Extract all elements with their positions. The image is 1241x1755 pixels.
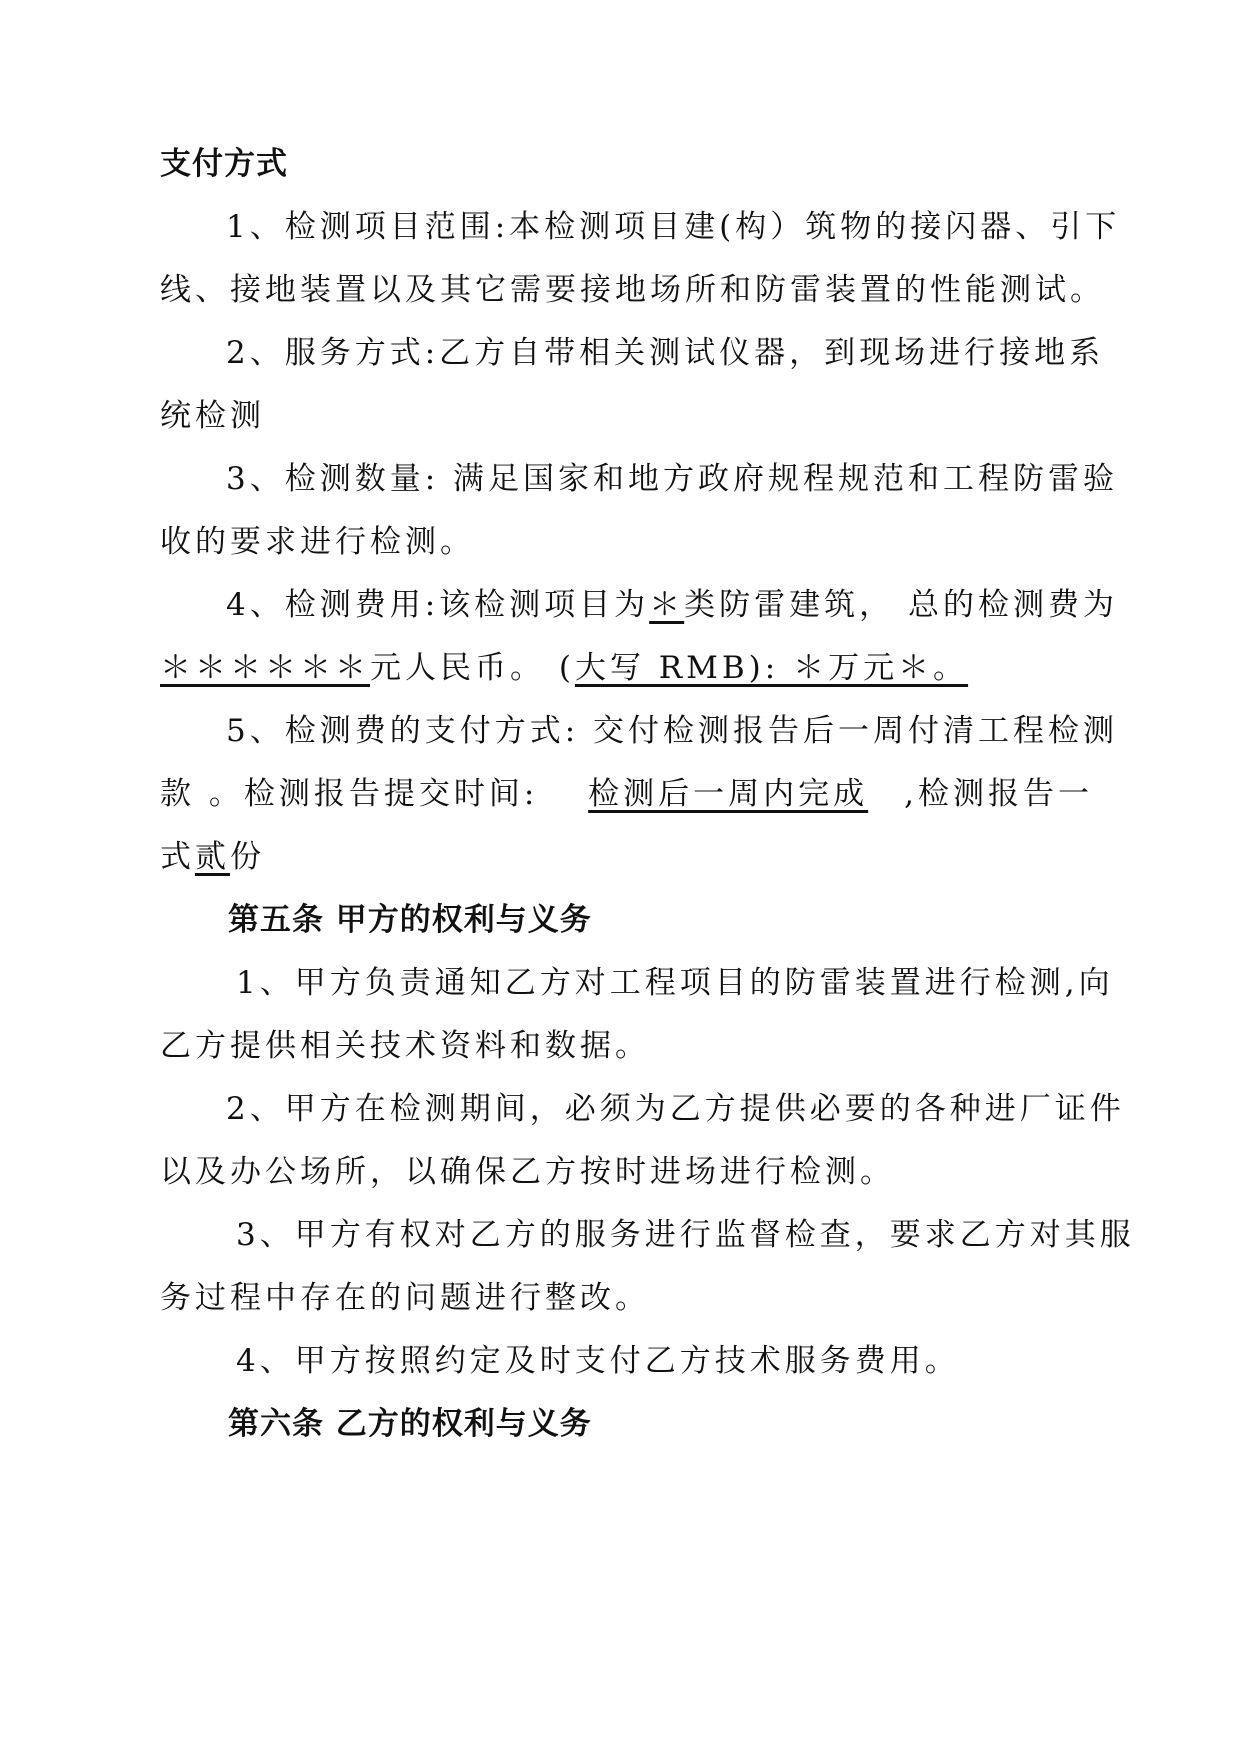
clause-4-currency-text: 元人民币。 ( bbox=[370, 650, 575, 686]
clause-2-line-2: 统检测 bbox=[160, 398, 265, 434]
clause-5-line-1: 5、检测费的支付方式: 交付检测报告后一周付清工程检测 bbox=[226, 713, 1119, 749]
report-copies-field: 贰 bbox=[195, 839, 230, 875]
clause-1-line-1: 1、检测项目范围:本检测项目建(构）筑物的接闪器、引下 bbox=[226, 209, 1121, 245]
clause-3-line-2: 收的要求进行检测。 bbox=[160, 524, 475, 560]
clause-4-line-2 bbox=[160, 646, 1100, 690]
article-5-item-1-line-1: 1、甲方负责通知乙方对工程项目的防雷装置进行检测,向 bbox=[236, 965, 1114, 1001]
clause-1-line-2: 线、接地装置以及其它需要接地场所和防雷装置的性能测试。 bbox=[160, 272, 1105, 308]
clause-2-line-1: 2、服务方式:乙方自带相关测试仪器，到现场进行接地系 bbox=[226, 335, 1105, 371]
article-5-item-4-line-1: 4、甲方按照约定及时支付乙方技术服务费用。 bbox=[236, 1343, 960, 1379]
clause-4-text-b: 类防雷建筑， 总的检测费为 bbox=[684, 587, 1119, 623]
clause-5-line-2 bbox=[160, 772, 1100, 816]
clause-5-text-c: 式 bbox=[160, 839, 195, 875]
clause-5-line-3 bbox=[160, 835, 1100, 879]
clause-5-text-b: ,检测报告一 bbox=[904, 776, 1094, 812]
building-class-field: ＊ bbox=[649, 587, 685, 623]
article-5-item-1-line-2: 乙方提供相关技术资料和数据。 bbox=[160, 1028, 650, 1064]
fee-amount-capital-field: 大写 RMB): ＊万元＊。 bbox=[574, 650, 969, 686]
article-5-item-3-line-2: 务过程中存在的问题进行整改。 bbox=[160, 1280, 650, 1316]
section-heading-payment: 支付方式 bbox=[160, 146, 288, 182]
article-5-title: 第五条 甲方的权利与义务 bbox=[228, 902, 592, 938]
clause-3-line-1: 3、检测数量: 满足国家和地方政府规程规范和工程防雷验 bbox=[226, 461, 1119, 497]
clause-5-text-d: 份 bbox=[230, 839, 265, 875]
fee-amount-field: ＊＊＊＊＊＊ bbox=[160, 650, 370, 686]
clause-5-text-a: 款 。检测报告提交时间: bbox=[160, 776, 553, 812]
report-time-field: 检测后一周内完成 bbox=[588, 776, 869, 812]
article-6-title: 第六条 乙方的权利与义务 bbox=[228, 1406, 592, 1442]
article-5-item-2-line-1: 2、甲方在检测期间，必须为乙方提供必要的各种进厂证件 bbox=[226, 1091, 1125, 1127]
clause-4-line-1 bbox=[226, 583, 1119, 627]
clause-4-text-a: 4、检测费用:该检测项目为 bbox=[226, 587, 650, 623]
article-5-item-2-line-2: 以及办公场所，以确保乙方按时进场进行检测。 bbox=[160, 1154, 895, 1190]
article-5-item-3-line-1: 3、甲方有权对乙方的服务进行监督检查，要求乙方对其服 bbox=[236, 1217, 1135, 1253]
